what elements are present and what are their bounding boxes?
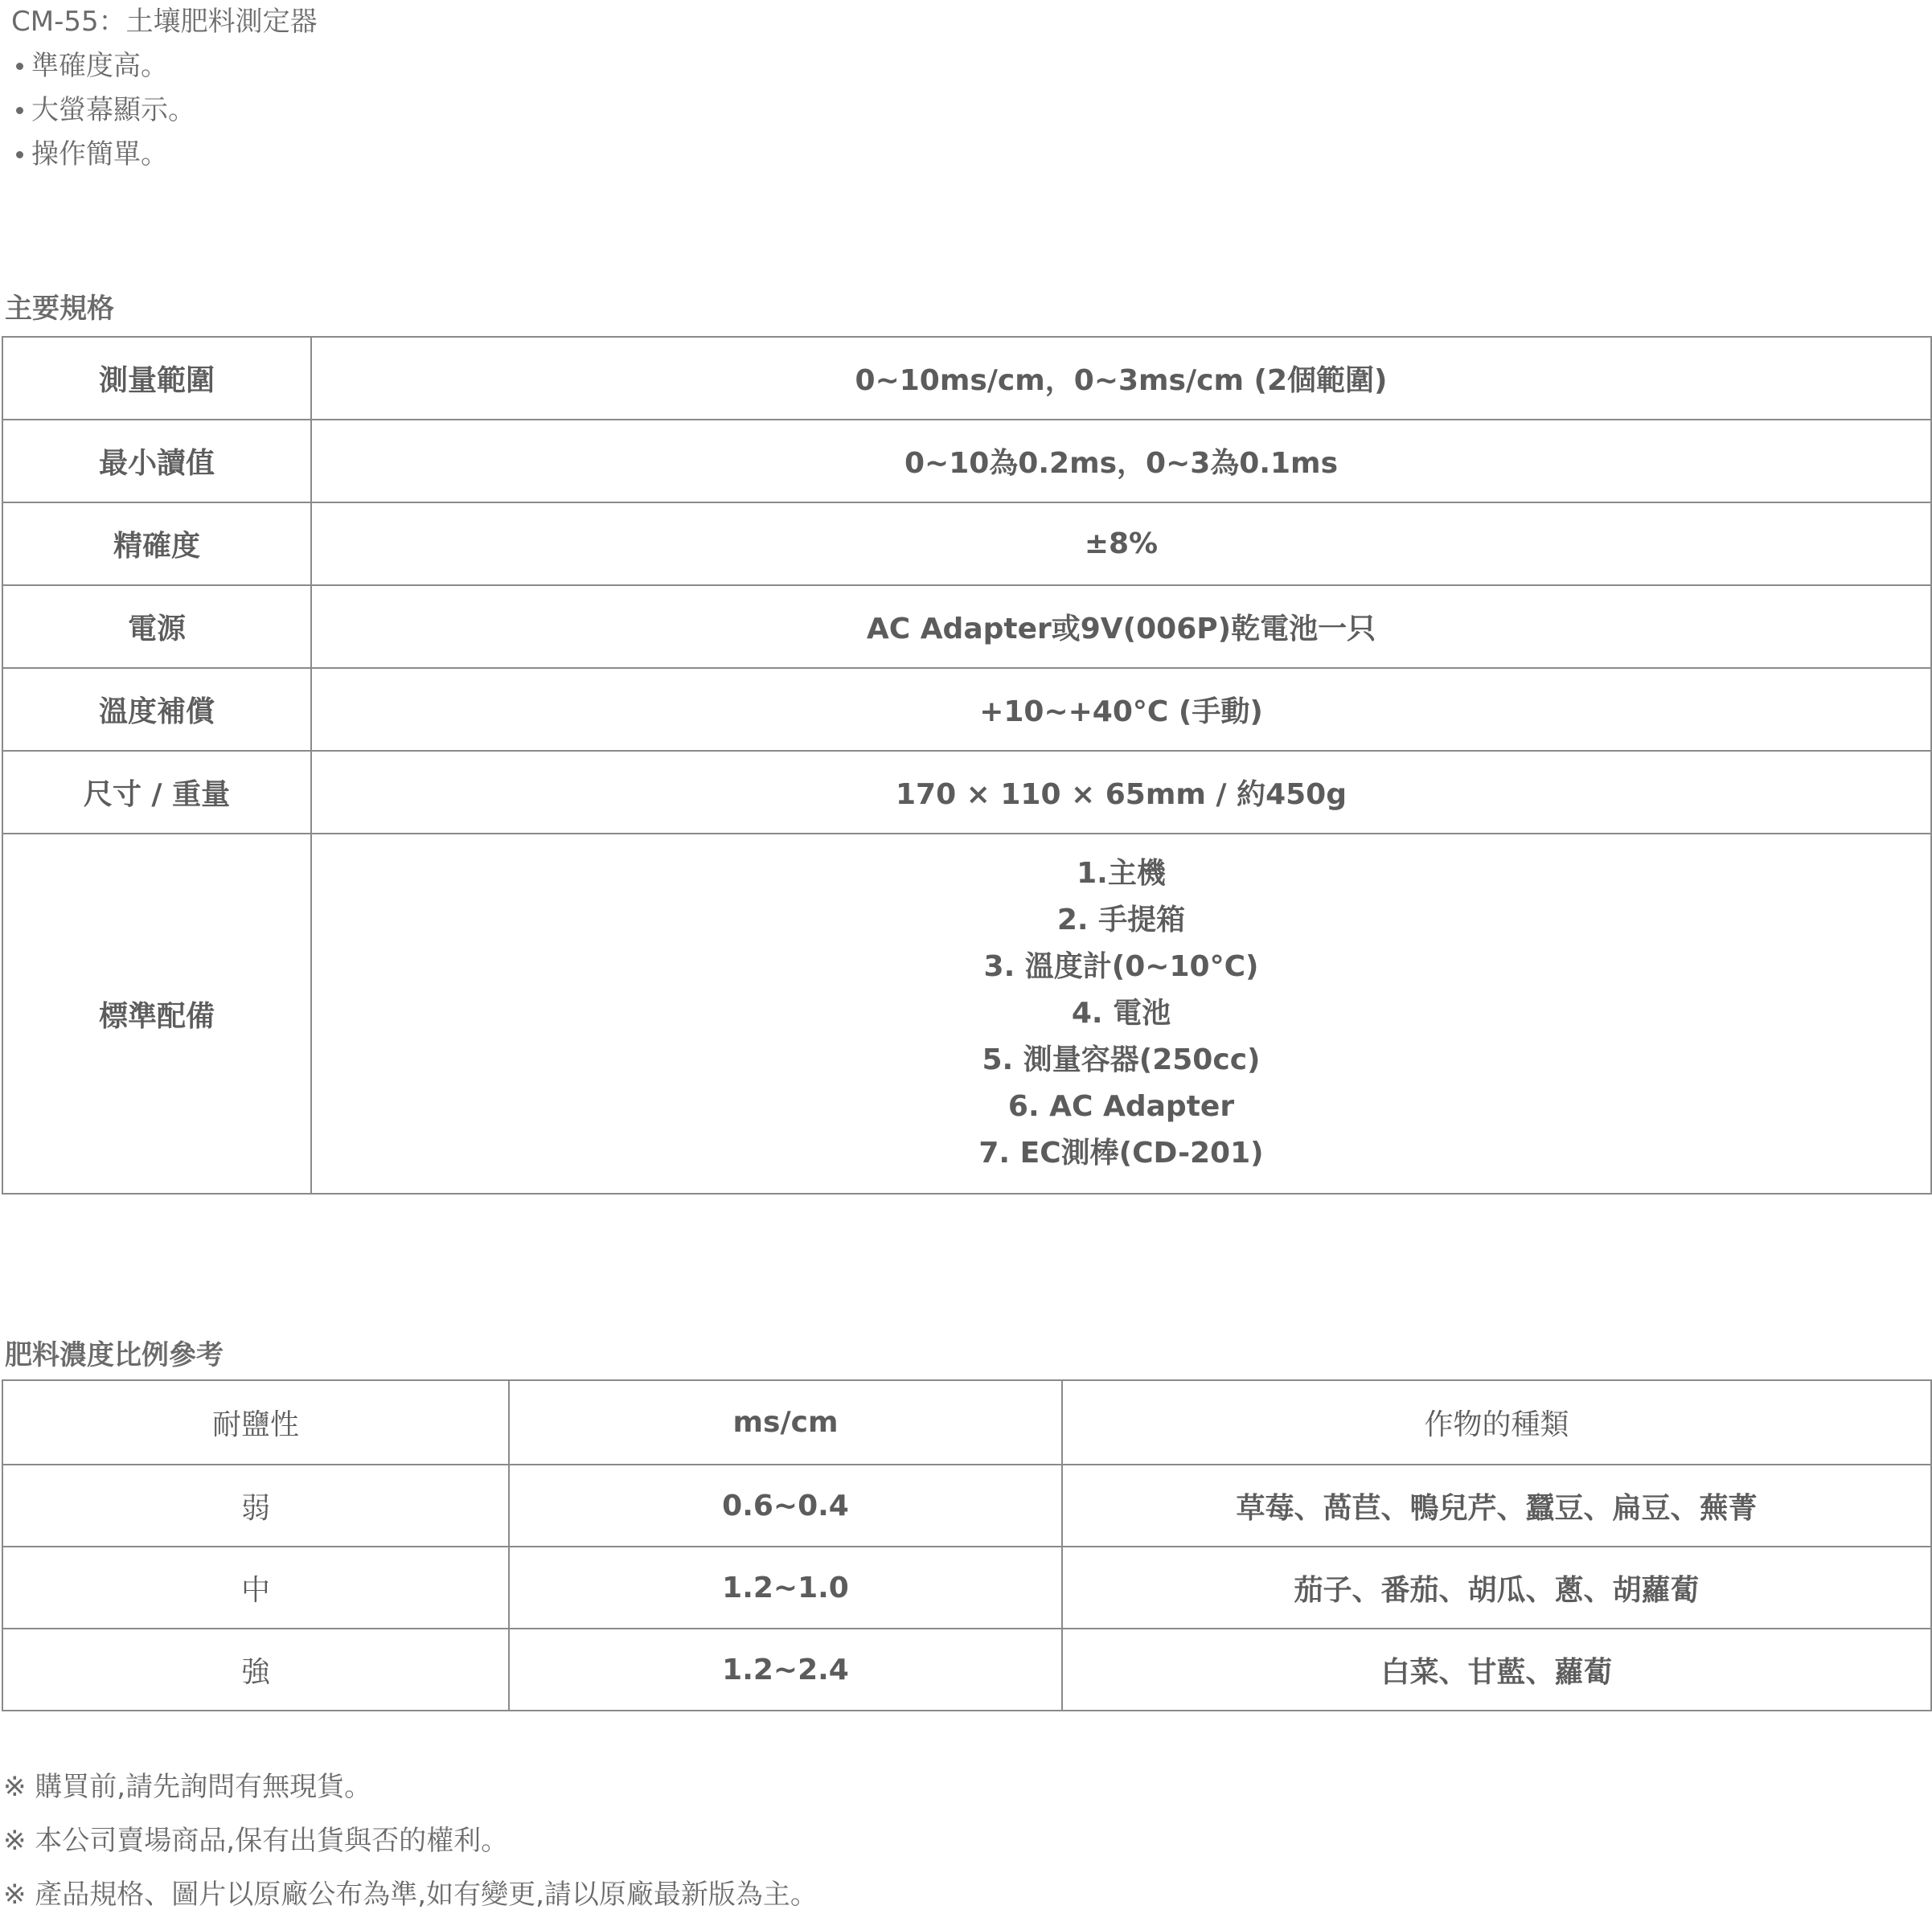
spec-label: 標準配備 — [2, 834, 311, 1194]
spec-value: 170 × 110 × 65mm / 約450g — [311, 751, 1931, 834]
feature-bullet — [11, 133, 318, 177]
spec-value: +10~+40°C (手動) — [311, 668, 1931, 751]
column-header: ms/cm — [509, 1380, 1062, 1465]
bullet-dot-icon — [16, 63, 23, 70]
bullet-dot-icon — [16, 151, 23, 158]
spec-value: 0~10ms/cm，0~3ms/cm (2個範圍) — [311, 337, 1931, 420]
table-row — [2, 668, 1931, 751]
feature-bullet — [11, 44, 318, 88]
table-row — [2, 1629, 1931, 1711]
accessory-item: 7. EC測棒(CD-201) — [978, 1137, 1264, 1170]
spec-value: 0~10為0.2ms，0~3為0.1ms — [311, 420, 1931, 502]
spec-label: 精確度 — [2, 502, 311, 585]
spec-label: 測量範圍 — [2, 337, 311, 420]
feature-text: 操作簡單。 — [31, 138, 168, 170]
bullet-dot-icon — [16, 107, 23, 114]
table-row — [2, 751, 1931, 834]
spec-label: 最小讀值 — [2, 420, 311, 502]
table-cell: 茄子、番茄、胡瓜、蔥、胡蘿蔔 — [1062, 1547, 1931, 1629]
accessory-item: 3. 溫度計(0~10°C) — [983, 950, 1259, 983]
accessory-item: 1.主機 — [1077, 857, 1166, 890]
table-cell: 強 — [2, 1629, 509, 1711]
table-cell: 1.2~1.0 — [509, 1547, 1062, 1629]
table-cell: 草莓、萵苣、鴨兒芹、蠶豆、扁豆、蕪菁 — [1062, 1465, 1931, 1547]
reference-table — [2, 1379, 1932, 1711]
feature-bullet — [11, 88, 318, 133]
table-row — [2, 420, 1931, 502]
spec-label: 溫度補償 — [2, 668, 311, 751]
product-title: CM-55：土壤肥料測定器 — [11, 6, 318, 38]
table-cell: 中 — [2, 1547, 509, 1629]
spec-table — [2, 336, 1932, 1195]
note-line: ※ 本公司賣場商品,保有出貨與否的權利。 — [3, 1825, 509, 1857]
table-row — [2, 337, 1931, 420]
spec-value: AC Adapter或9V(006P)乾電池一只 — [311, 585, 1931, 668]
reference-heading: 肥料濃度比例參考 — [5, 1339, 224, 1371]
table-row — [2, 834, 1931, 1194]
table-cell: 1.2~2.4 — [509, 1629, 1062, 1711]
spec-label: 電源 — [2, 585, 311, 668]
note-line: ※ 產品規格、圖片以原廠公布為準,如有變更,請以原廠最新版為主。 — [3, 1879, 818, 1911]
spec-value: ±8% — [311, 502, 1931, 585]
table-row — [2, 1465, 1931, 1547]
table-cell: 0.6~0.4 — [509, 1465, 1062, 1547]
column-header: 耐鹽性 — [2, 1380, 509, 1465]
accessory-item: 4. 電池 — [1071, 997, 1171, 1030]
table-cell: 白菜、甘藍、蘿蔔 — [1062, 1629, 1931, 1711]
feature-text: 大螢幕顯示。 — [31, 94, 195, 126]
notes — [3, 1760, 818, 1922]
accessories-list — [311, 834, 1931, 1194]
table-row — [2, 502, 1931, 585]
spec-heading: 主要規格 — [5, 293, 114, 325]
column-header: 作物的種類 — [1062, 1380, 1931, 1465]
accessory-item: 6. AC Adapter — [1007, 1090, 1235, 1123]
accessory-item: 2. 手提箱 — [1056, 904, 1186, 936]
accessory-item: 5. 測量容器(250cc) — [982, 1043, 1261, 1076]
table-row — [2, 1547, 1931, 1629]
table-header-row — [2, 1380, 1931, 1465]
spec-label: 尺寸 / 重量 — [2, 751, 311, 834]
table-row — [2, 585, 1931, 668]
note-line: ※ 購買前,請先詢問有無現貨。 — [3, 1771, 372, 1803]
table-cell: 弱 — [2, 1465, 509, 1547]
product-intro — [11, 0, 318, 177]
feature-text: 準確度高。 — [31, 50, 168, 82]
